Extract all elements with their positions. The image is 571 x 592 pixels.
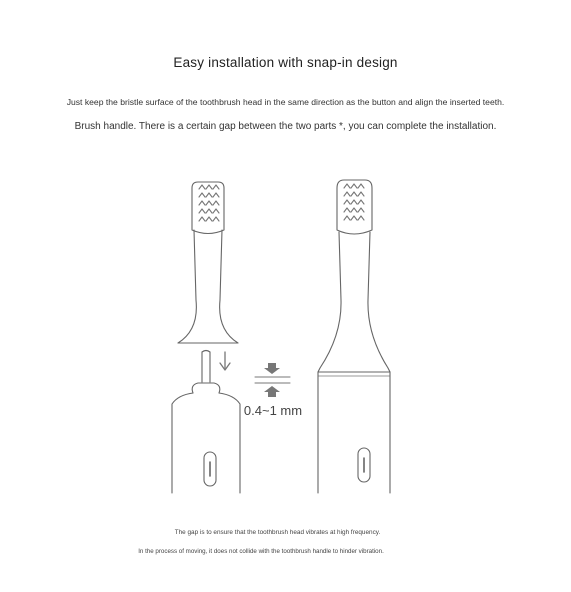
- footnote-line-1: The gap is to ensure that the toothbrush head vibrates at high frequency.: [174, 529, 381, 536]
- footnote-line-2: In the process of moving, it does not collide with the toothbrush handle to hinder vibration.: [138, 548, 384, 555]
- up-arrow-icon: [264, 386, 280, 397]
- bristles-left: [199, 185, 219, 221]
- toothbrush-assembled: [318, 180, 390, 493]
- bristles-right: [344, 184, 364, 220]
- gap-measurement-label: 0.4~1 mm: [243, 403, 303, 418]
- insert-arrow-icon: [220, 352, 230, 370]
- handle-left: [172, 351, 240, 494]
- instruction-line-1: Just keep the bristle surface of the toothbrush head in the same direction as the button and align the inserted teeth.: [66, 97, 505, 107]
- gap-indicator: [255, 377, 290, 383]
- instruction-line-2: Brush handle. There is a certain gap between the two parts *, you can complete the installation.: [74, 121, 497, 132]
- down-arrow-icon: [264, 363, 280, 374]
- brush-head-detached: [178, 182, 238, 343]
- page-title: Easy installation with snap-in design: [173, 55, 398, 70]
